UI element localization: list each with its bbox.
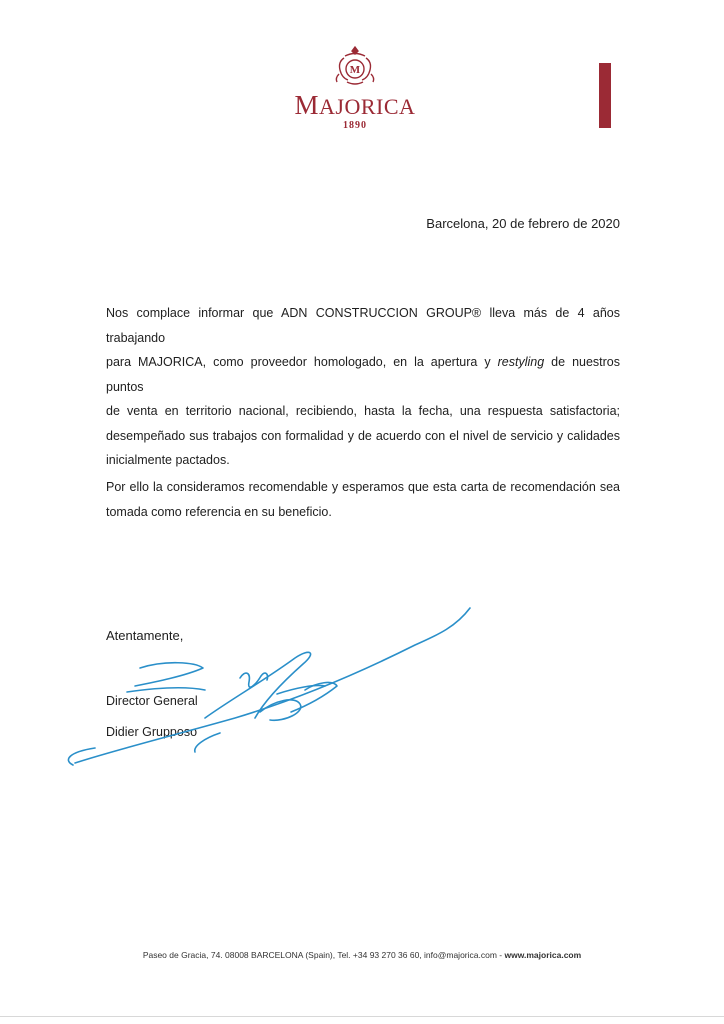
paragraph-line: inicialmente pactados.	[106, 453, 230, 467]
letterhead-accent-bar	[599, 63, 611, 128]
date-line: Barcelona, 20 de febrero de 2020	[426, 216, 620, 231]
svg-text:M: M	[349, 64, 361, 76]
signer-title: Director General	[106, 694, 198, 708]
footer-website: www.majorica.com	[504, 950, 582, 960]
footer-address: Paseo de Gracia, 74. 08008 BARCELONA (Spain), Tel. +34 93 270 36 60, info@majorica.com - www.majorica.com	[142, 950, 582, 960]
paragraph-line: desempeñado sus trabajos con formalidad y de acuerdo con el nivel de servicio y calidades	[106, 428, 620, 443]
paragraph-line: Nos complace informar que ADN CONSTRUCCION GROUP® lleva más de 4 años trabajando	[106, 306, 620, 345]
italic-word: restyling	[497, 355, 545, 369]
handwritten-signature-icon	[55, 600, 485, 780]
brand-name: MAJORICA	[294, 90, 416, 120]
signer-name: Didier Grupposo	[106, 725, 198, 739]
bottom-divider	[0, 1016, 724, 1017]
paragraph-line: de venta en territorio nacional, recibiendo, hasta la fecha, una respuesta satisfactoria;	[106, 404, 620, 418]
closing-salutation: Atentamente,	[106, 628, 184, 643]
paragraph-line: Por ello la consideramos recomendable y esperamos que esta carta de recomendación sea	[106, 480, 620, 494]
crest-logo-icon	[331, 44, 379, 88]
paragraph-line: tomada como referencia en su beneficio.	[106, 504, 332, 519]
paragraph-line: para MAJORICA, como proveedor homologado, en la apertura y restyling de nuestros puntos	[106, 355, 621, 394]
body-paragraph-1	[106, 301, 620, 473]
brand-year: 1890	[343, 120, 367, 131]
body-paragraph-2	[106, 475, 620, 524]
majorica-logo	[270, 44, 440, 136]
